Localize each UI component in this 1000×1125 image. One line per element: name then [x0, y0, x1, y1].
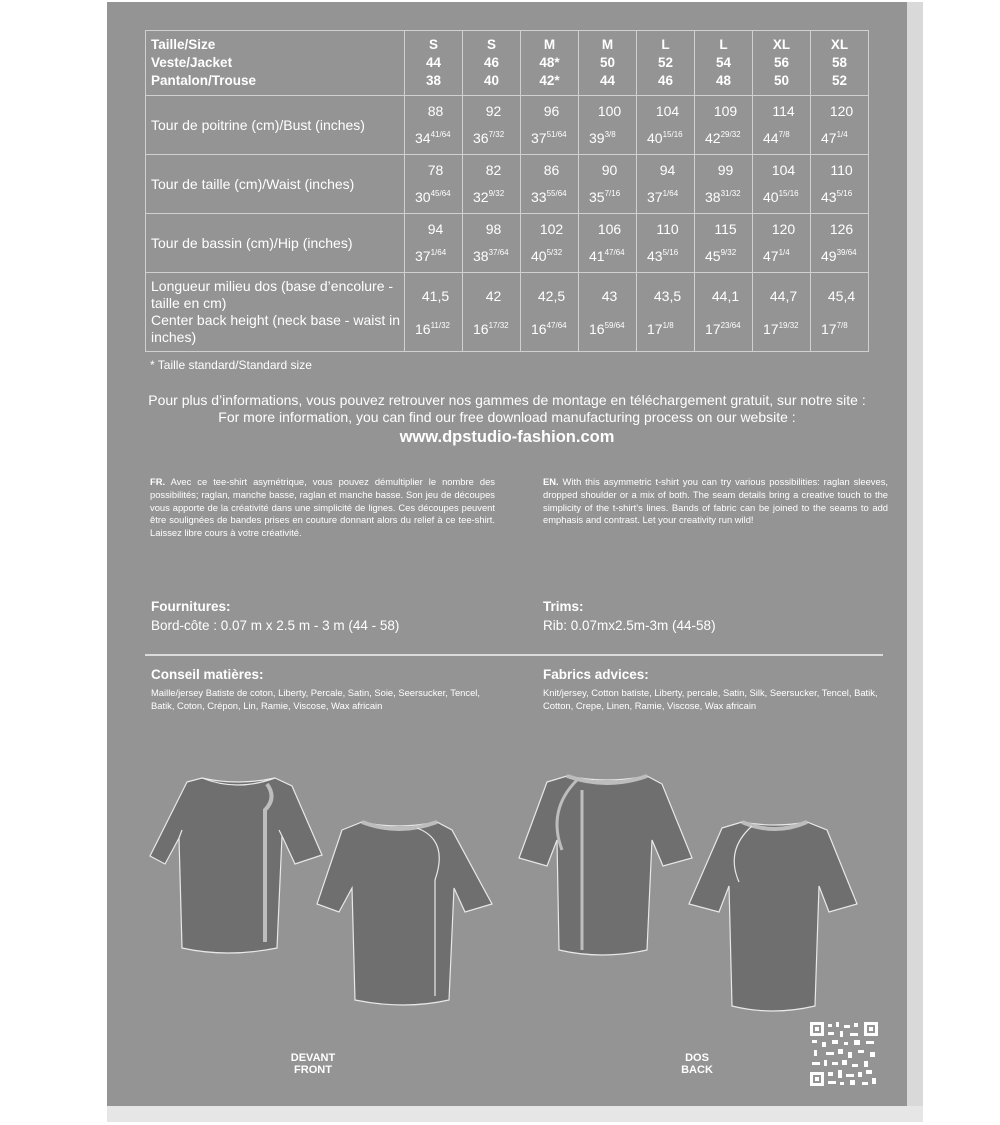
back-inch-whole: 17 [821, 320, 837, 337]
hip-cell [637, 214, 695, 273]
waist-inch-value [753, 182, 810, 209]
bust-cm-value: 96 [543, 103, 560, 119]
bust-inch-whole: 40 [647, 130, 663, 146]
description-fr: FR. Avec ce tee-shirt asymétrique, vous pouvez démultiplier le nombre des possibilités; raglan, manche basse, raglan et manche basse. Son jeu de découpes vous apporte de la créativité dans une simplicité de lignes. Ces découpes peuvent être soulignées de bandes prises en couture donnant alors du relief à ce tee-shirt. Laissez libre cours à votre créativité. [150, 476, 495, 539]
back-inch-value [405, 311, 462, 344]
hip-cm-value: 110 [656, 221, 679, 237]
waist-inch-fraction: 7/16 [604, 189, 621, 198]
size-column-header [637, 31, 695, 96]
bust-inch-fraction: 51/64 [546, 130, 567, 139]
fabrics-heading-en: Fabrics advices: [543, 667, 649, 682]
back-cell [405, 273, 463, 352]
back-cell [695, 273, 753, 352]
bust-cm-value: 88 [427, 103, 444, 119]
back-view-tshirt-2 [689, 822, 857, 1011]
back-cm-value: 45,4 [827, 287, 856, 304]
bust-inch-value [695, 123, 752, 150]
hip-cm-value: 126 [829, 221, 854, 237]
website-link[interactable]: www.dpstudio-fashion.com [399, 428, 615, 446]
back-inch-value [695, 311, 752, 344]
waist-cell [579, 155, 637, 214]
bust-cell [463, 96, 521, 155]
trouser-value: 40 [483, 73, 500, 88]
header-label: Pantalon/Trouse [151, 73, 257, 88]
waist-cm-value: 99 [717, 162, 734, 178]
waist-inch-fraction: 55/64 [546, 189, 567, 198]
waist-inch-value [521, 182, 578, 209]
hip-inch-value [579, 241, 636, 268]
waist-inch-fraction: 45/64 [430, 189, 451, 198]
waist-inch-whole: 30 [415, 189, 431, 205]
fabrics-text-fr: Maille/jersey Batiste de coton, Liberty, Percale, Satin, Soie, Seersucker, Tencel, Batik, Coton, Crépon, Lin, Ramie, Viscose, Wax africain [151, 687, 480, 711]
bust-cm-value: 109 [713, 103, 738, 119]
waist-inch-fraction: 9/32 [488, 189, 505, 198]
back-caption [657, 1052, 737, 1076]
hip-inch-fraction: 5/16 [662, 248, 679, 257]
qr-code-icon[interactable] [810, 1022, 878, 1086]
hip-inch-whole: 49 [821, 248, 837, 264]
bust-cell [637, 96, 695, 155]
hip-inch-whole: 40 [531, 248, 547, 264]
hip-cm-value: 102 [539, 221, 564, 237]
back-inch-fraction: 47/64 [546, 320, 567, 330]
hip-row [146, 214, 869, 273]
back-cell [811, 273, 869, 352]
bust-cell [521, 96, 579, 155]
hip-label: Tour de bassin (cm)/Hip (inches) [146, 214, 405, 273]
waist-inch-value [695, 182, 752, 209]
waist-inch-value [811, 182, 868, 209]
back-inch-whole: 16 [415, 320, 431, 337]
back-inch-fraction: 7/8 [836, 320, 848, 330]
trouser-value: 44 [599, 73, 616, 88]
sizes-value: M [601, 37, 614, 52]
back-cm-value: 44,7 [769, 287, 798, 304]
header-label: Veste/Jacket [151, 55, 233, 70]
waist-inch-whole: 40 [763, 189, 779, 205]
waist-inch-fraction: 1/64 [662, 189, 679, 198]
bust-cm-value: 120 [829, 103, 854, 119]
info-text-en: For more information, you can find our free download manufacturing process on our website : [218, 409, 796, 425]
hip-cell [695, 214, 753, 273]
hip-cm-value: 94 [427, 221, 444, 237]
jacket-value: 48* [539, 55, 560, 70]
back-cell [521, 273, 579, 352]
size-column-header [695, 31, 753, 96]
size-chart-table [145, 30, 869, 352]
hip-inch-whole: 41 [589, 248, 605, 264]
waist-cm-value: 82 [485, 162, 502, 178]
bust-inch-value [637, 123, 694, 150]
bust-inch-fraction: 15/16 [662, 130, 683, 139]
hip-cm-value: 115 [714, 221, 737, 237]
hip-inch-fraction: 1/4 [778, 248, 790, 257]
back-label-fr: Longueur milieu dos (base d’encolure - taille en cm) [151, 278, 394, 311]
back-inch-fraction: 23/64 [720, 320, 741, 330]
hip-inch-fraction: 5/32 [546, 248, 563, 257]
hip-inch-fraction: 1/64 [430, 248, 447, 257]
waist-cm-value: 110 [830, 162, 853, 178]
bust-inch-whole: 34 [415, 130, 431, 146]
waist-inch-fraction: 31/32 [720, 189, 741, 198]
sizes-value: S [428, 37, 438, 52]
back-caption-fr: DOS [685, 1052, 709, 1064]
back-label-en: Center back height (neck base - waist in inches) [151, 312, 401, 345]
hip-cm-value: 120 [771, 221, 796, 237]
back-cm-value: 42,5 [537, 287, 566, 304]
waist-cm-value: 90 [601, 162, 618, 178]
bust-inch-whole: 37 [531, 130, 547, 146]
waist-inch-value [579, 182, 636, 209]
waist-inch-whole: 43 [821, 189, 837, 205]
bust-inch-whole: 44 [763, 130, 779, 146]
front-view-tshirt-2 [317, 822, 492, 1005]
waist-inch-value [405, 182, 462, 209]
sizes-value: XL [830, 37, 849, 52]
bust-inch-whole: 47 [821, 130, 837, 146]
size-column-header [463, 31, 521, 96]
hip-inch-fraction: 9/32 [720, 248, 737, 257]
waist-cell [811, 155, 869, 214]
supplies-text-en: Rib: 0.07mx2.5m-3m (44-58) [543, 618, 716, 633]
hip-inch-fraction: 39/64 [836, 248, 857, 257]
sizes-value: L [719, 37, 728, 52]
bust-inch-whole: 42 [705, 130, 721, 146]
back-cm-value: 43,5 [653, 287, 682, 304]
hip-cell [753, 214, 811, 273]
back-inch-fraction: 19/32 [778, 320, 799, 330]
back-inch-whole: 17 [705, 320, 721, 337]
back-caption-en: BACK [681, 1064, 713, 1076]
bust-cm-value: 92 [485, 103, 502, 119]
hip-inch-value [463, 241, 520, 268]
size-column-header [405, 31, 463, 96]
back-inch-fraction: 1/8 [662, 320, 674, 330]
front-caption [273, 1052, 353, 1076]
jacket-value: 58 [831, 55, 848, 70]
bust-inch-value [753, 123, 810, 150]
jacket-value: 54 [715, 55, 732, 70]
sizes-value: L [661, 37, 670, 52]
hip-inch-fraction: 47/64 [604, 248, 625, 257]
bust-inch-value [405, 123, 462, 150]
bust-inch-value [463, 123, 520, 150]
back-inch-value [521, 311, 578, 344]
back-cm-value: 42 [485, 287, 502, 304]
back-inch-value [753, 311, 810, 344]
hip-cell [521, 214, 579, 273]
back-inch-whole: 16 [473, 320, 489, 337]
back-inch-fraction: 11/32 [430, 320, 451, 330]
size-column-header [811, 31, 869, 96]
hip-cell [579, 214, 637, 273]
trouser-value: 46 [657, 73, 674, 88]
bust-row [146, 96, 869, 155]
supplies-heading-fr: Fournitures: [151, 599, 231, 614]
size-header-labels [146, 31, 405, 96]
back-cm-value: 43 [601, 287, 618, 304]
size-column-header [521, 31, 579, 96]
bust-inch-fraction: 29/32 [720, 130, 741, 139]
bust-inch-fraction: 41/64 [430, 130, 451, 139]
hip-cell [405, 214, 463, 273]
waist-cm-value: 94 [659, 162, 676, 178]
trouser-value: 48 [715, 73, 732, 88]
bust-inch-value [579, 123, 636, 150]
bust-label: Tour de poitrine (cm)/Bust (inches) [146, 96, 405, 155]
back-inch-value [463, 311, 520, 344]
hip-inch-value [753, 241, 810, 268]
bust-inch-whole: 36 [473, 130, 489, 146]
waist-inch-whole: 37 [647, 189, 663, 205]
waist-inch-value [637, 182, 694, 209]
front-caption-fr: DEVANT [290, 1052, 336, 1064]
back-inch-whole: 17 [763, 320, 779, 337]
trouser-value: 38 [425, 73, 442, 88]
size-column-header [753, 31, 811, 96]
supplies-heading-en: Trims: [543, 599, 584, 614]
waist-cm-value: 86 [543, 162, 560, 178]
waist-label: Tour de taille (cm)/Waist (inches) [146, 155, 405, 214]
sheet-shadow-bottom [107, 1106, 923, 1122]
standard-size-footnote: * Taille standard/Standard size [150, 358, 312, 372]
waist-cm-value: 78 [427, 162, 444, 178]
hip-inch-value [695, 241, 752, 268]
size-header-row [146, 31, 869, 96]
hip-inch-value [405, 241, 462, 268]
waist-inch-fraction: 5/16 [836, 189, 853, 198]
hip-inch-value [521, 241, 578, 268]
trouser-value: 42* [539, 73, 560, 88]
bust-cell [405, 96, 463, 155]
bust-cm-value: 100 [597, 103, 622, 119]
waist-cell [405, 155, 463, 214]
waist-cm-value: 104 [771, 162, 796, 178]
fabrics-text-en: Knit/jersey, Cotton batiste, Liberty, percale, Satin, Silk, Seersucker, Tencel, Batik, Cotton, Crepe, Linen, Ramie, Viscose, Wax africain [543, 687, 878, 711]
sizes-value: S [486, 37, 496, 52]
hip-inch-whole: 37 [415, 248, 431, 264]
back-inch-whole: 16 [531, 320, 547, 337]
description-en: EN. With this asymmetric t-shirt you can try various possibilities: raglan sleeves, dropped shoulder or a mix of both. The seam details bring a creative touch to the simplicity of the t-shirt’s lines. Bands of fabric can be joined to the seams to add emphasis and contrast. Let your creativity run wild! [543, 476, 888, 526]
garment-illustrations [107, 770, 907, 1030]
supplies-text-fr: Bord-côte : 0.07 m x 2.5 m - 3 m (44 - 58) [151, 618, 400, 633]
waist-inch-value [463, 182, 520, 209]
size-column-header [579, 31, 637, 96]
waist-cell [463, 155, 521, 214]
waist-inch-whole: 35 [589, 189, 605, 205]
back-cm-value: 41,5 [421, 287, 450, 304]
bust-cell [753, 96, 811, 155]
trouser-value: 52 [831, 73, 848, 88]
bust-cell [695, 96, 753, 155]
back-cm-value: 44,1 [711, 287, 740, 304]
waist-cell [753, 155, 811, 214]
back-label [146, 273, 405, 352]
back-cell [753, 273, 811, 352]
sizes-value: M [543, 37, 556, 52]
bust-inch-value [811, 123, 868, 150]
hip-inch-whole: 45 [705, 248, 721, 264]
bust-inch-fraction: 1/4 [836, 130, 848, 139]
bust-cell [579, 96, 637, 155]
hip-inch-whole: 47 [763, 248, 779, 264]
waist-row [146, 155, 869, 214]
back-inch-value [579, 311, 636, 344]
back-cell [637, 273, 695, 352]
back-cell [463, 273, 521, 352]
bust-inch-fraction: 7/8 [778, 130, 790, 139]
fabrics-heading-fr: Conseil matières: [151, 667, 264, 682]
waist-inch-whole: 38 [705, 189, 721, 205]
front-view-tshirt-1 [150, 778, 322, 953]
back-inch-value [811, 311, 868, 344]
jacket-value: 46 [483, 55, 500, 70]
bust-cm-value: 114 [772, 103, 795, 119]
back-row [146, 273, 869, 352]
hip-cm-value: 106 [597, 221, 622, 237]
bust-cm-value: 104 [655, 103, 680, 119]
hip-cell [463, 214, 521, 273]
back-inch-fraction: 17/32 [488, 320, 509, 330]
bust-inch-fraction: 3/8 [604, 130, 616, 139]
jacket-value: 44 [425, 55, 442, 70]
bust-inch-fraction: 7/32 [488, 130, 505, 139]
header-label: Taille/Size [151, 37, 216, 52]
bust-cell [811, 96, 869, 155]
bust-inch-value [521, 123, 578, 150]
hip-inch-whole: 38 [473, 248, 489, 264]
hip-cm-value: 98 [485, 221, 502, 237]
hip-cell [811, 214, 869, 273]
waist-inch-fraction: 15/16 [778, 189, 799, 198]
trouser-value: 50 [773, 73, 790, 88]
bust-inch-whole: 39 [589, 130, 605, 146]
hip-inch-value [637, 241, 694, 268]
back-inch-whole: 17 [647, 320, 663, 337]
waist-cell [695, 155, 753, 214]
back-inch-value [637, 311, 694, 344]
jacket-value: 56 [773, 55, 790, 70]
waist-cell [521, 155, 579, 214]
sizes-value: XL [772, 37, 791, 52]
back-cell [579, 273, 637, 352]
front-caption-en: FRONT [294, 1064, 332, 1076]
waist-cell [637, 155, 695, 214]
back-view-tshirt-1 [519, 776, 692, 955]
hip-inch-fraction: 37/64 [488, 248, 509, 257]
info-text-fr: Pour plus d’informations, vous pouvez retrouver nos gammes de montage en téléchargement gratuit, sur notre site : [148, 392, 866, 408]
back-inch-fraction: 59/64 [604, 320, 625, 330]
section-divider [145, 654, 883, 656]
back-inch-whole: 16 [589, 320, 605, 337]
jacket-value: 50 [599, 55, 616, 70]
jacket-value: 52 [657, 55, 674, 70]
hip-inch-whole: 43 [647, 248, 663, 264]
sheet-shadow [907, 2, 923, 1106]
waist-inch-whole: 33 [531, 189, 547, 205]
hip-inch-value [811, 241, 868, 268]
waist-inch-whole: 32 [473, 189, 489, 205]
